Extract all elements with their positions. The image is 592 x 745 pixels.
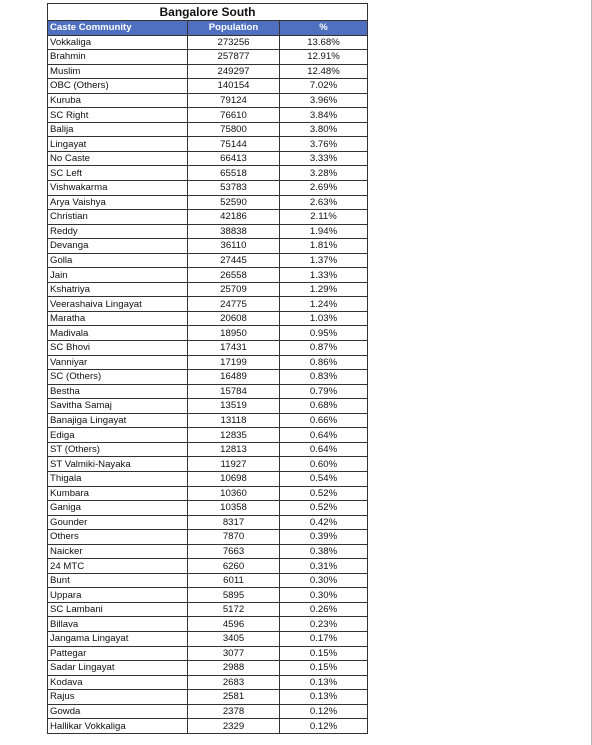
cell-population: 10360 (188, 486, 280, 501)
cell-caste-community: Balija (48, 122, 188, 137)
cell-percent: 0.15% (280, 646, 368, 661)
cell-caste-community: Naicker (48, 544, 188, 559)
cell-caste-community: Kuruba (48, 93, 188, 108)
cell-population: 249297 (188, 64, 280, 79)
cell-population: 2683 (188, 675, 280, 690)
cell-percent: 0.31% (280, 559, 368, 574)
cell-percent: 3.80% (280, 122, 368, 137)
table-row (48, 370, 368, 385)
cell-caste-community: Gounder (48, 515, 188, 530)
cell-caste-community: Savitha Samaj (48, 399, 188, 414)
table-row (48, 661, 368, 676)
cell-population: 140154 (188, 79, 280, 94)
cell-population: 7870 (188, 530, 280, 545)
cell-percent: 3.96% (280, 93, 368, 108)
table-title: Bangalore South (48, 4, 368, 21)
cell-caste-community: SC Left (48, 166, 188, 181)
table-row (48, 239, 368, 254)
cell-caste-community: Kodava (48, 675, 188, 690)
caste-population-table (47, 3, 368, 734)
cell-population: 2329 (188, 719, 280, 734)
table-row (48, 588, 368, 603)
cell-caste-community: Christian (48, 210, 188, 225)
cell-caste-community: Sadar Lingayat (48, 661, 188, 676)
cell-caste-community: Gowda (48, 704, 188, 719)
cell-population: 15784 (188, 384, 280, 399)
cell-caste-community: Bestha (48, 384, 188, 399)
cell-percent: 1.29% (280, 282, 368, 297)
cell-caste-community: Brahmin (48, 50, 188, 65)
cell-percent: 12.48% (280, 64, 368, 79)
table-title-row (48, 4, 368, 21)
cell-percent: 0.39% (280, 530, 368, 545)
table-row (48, 719, 368, 734)
cell-percent: 0.68% (280, 399, 368, 414)
cell-percent: 0.52% (280, 501, 368, 516)
cell-percent: 1.81% (280, 239, 368, 254)
cell-percent: 0.83% (280, 370, 368, 385)
header-population: Population (188, 21, 280, 36)
table-row (48, 297, 368, 312)
table-row (48, 501, 368, 516)
cell-caste-community: Kshatriya (48, 282, 188, 297)
cell-population: 42186 (188, 210, 280, 225)
cell-percent: 2.69% (280, 181, 368, 196)
table-row (48, 166, 368, 181)
table-row (48, 50, 368, 65)
cell-percent: 12.91% (280, 50, 368, 65)
cell-percent: 0.30% (280, 588, 368, 603)
cell-caste-community: SC (Others) (48, 370, 188, 385)
table-row (48, 442, 368, 457)
cell-percent: 0.79% (280, 384, 368, 399)
cell-caste-community: Ganiga (48, 501, 188, 516)
cell-percent: 0.15% (280, 661, 368, 676)
table-row (48, 384, 368, 399)
cell-percent: 3.28% (280, 166, 368, 181)
cell-percent: 0.87% (280, 341, 368, 356)
cell-population: 16489 (188, 370, 280, 385)
cell-caste-community: Uppara (48, 588, 188, 603)
cell-population: 6260 (188, 559, 280, 574)
cell-caste-community: Devanga (48, 239, 188, 254)
cell-caste-community: SC Right (48, 108, 188, 123)
table-row (48, 631, 368, 646)
cell-percent: 0.13% (280, 675, 368, 690)
cell-population: 5895 (188, 588, 280, 603)
cell-percent: 0.86% (280, 355, 368, 370)
cell-population: 2378 (188, 704, 280, 719)
cell-population: 3077 (188, 646, 280, 661)
table-row (48, 108, 368, 123)
cell-population: 25709 (188, 282, 280, 297)
cell-percent: 2.11% (280, 210, 368, 225)
cell-population: 273256 (188, 35, 280, 50)
table-row (48, 355, 368, 370)
table-row (48, 646, 368, 661)
cell-caste-community: Vishwakarma (48, 181, 188, 196)
cell-population: 10698 (188, 471, 280, 486)
table-row (48, 195, 368, 210)
cell-caste-community: Billava (48, 617, 188, 632)
cell-population: 10358 (188, 501, 280, 516)
cell-population: 5172 (188, 602, 280, 617)
cell-caste-community: ST Valmiki-Nayaka (48, 457, 188, 472)
cell-population: 257877 (188, 50, 280, 65)
cell-percent: 1.94% (280, 224, 368, 239)
cell-percent: 0.30% (280, 573, 368, 588)
table-row (48, 341, 368, 356)
table-row (48, 399, 368, 414)
cell-caste-community: Golla (48, 253, 188, 268)
cell-percent: 0.66% (280, 413, 368, 428)
cell-percent: 0.64% (280, 428, 368, 443)
cell-population: 8317 (188, 515, 280, 530)
table-row (48, 530, 368, 545)
cell-population: 18950 (188, 326, 280, 341)
cell-population: 7663 (188, 544, 280, 559)
table-row (48, 428, 368, 443)
cell-caste-community: Jain (48, 268, 188, 283)
cell-population: 13118 (188, 413, 280, 428)
cell-caste-community: Banajiga Lingayat (48, 413, 188, 428)
table-row (48, 515, 368, 530)
table-row (48, 64, 368, 79)
cell-caste-community: SC Lambani (48, 602, 188, 617)
cell-percent: 1.24% (280, 297, 368, 312)
cell-percent: 1.03% (280, 311, 368, 326)
cell-population: 52590 (188, 195, 280, 210)
cell-percent: 0.38% (280, 544, 368, 559)
cell-caste-community: OBC (Others) (48, 79, 188, 94)
table-row (48, 413, 368, 428)
cell-caste-community: Maratha (48, 311, 188, 326)
cell-population: 6011 (188, 573, 280, 588)
cell-population: 2988 (188, 661, 280, 676)
cell-population: 75800 (188, 122, 280, 137)
cell-population: 20608 (188, 311, 280, 326)
table-row (48, 690, 368, 705)
table-row (48, 79, 368, 94)
table-row (48, 602, 368, 617)
table-row (48, 544, 368, 559)
cell-percent: 1.33% (280, 268, 368, 283)
cell-caste-community: 24 MTC (48, 559, 188, 574)
cell-caste-community: No Caste (48, 151, 188, 166)
cell-caste-community: Thigala (48, 471, 188, 486)
table-row (48, 210, 368, 225)
table-row (48, 559, 368, 574)
cell-percent: 0.23% (280, 617, 368, 632)
cell-percent: 0.54% (280, 471, 368, 486)
cell-caste-community: Bunt (48, 573, 188, 588)
cell-population: 24775 (188, 297, 280, 312)
cell-caste-community: Muslim (48, 64, 188, 79)
cell-population: 38838 (188, 224, 280, 239)
table-row (48, 253, 368, 268)
cell-percent: 0.64% (280, 442, 368, 457)
cell-percent: 3.84% (280, 108, 368, 123)
header-percent: % (280, 21, 368, 36)
cell-percent: 1.37% (280, 253, 368, 268)
cell-percent: 3.76% (280, 137, 368, 152)
cell-population: 11927 (188, 457, 280, 472)
table-row (48, 151, 368, 166)
cell-population: 3405 (188, 631, 280, 646)
cell-caste-community: Jangama Lingayat (48, 631, 188, 646)
cell-population: 75144 (188, 137, 280, 152)
cell-percent: 0.17% (280, 631, 368, 646)
cell-caste-community: Kumbara (48, 486, 188, 501)
table-row (48, 471, 368, 486)
cell-population: 4596 (188, 617, 280, 632)
table-row (48, 181, 368, 196)
cell-percent: 0.60% (280, 457, 368, 472)
cell-population: 13519 (188, 399, 280, 414)
table-row (48, 457, 368, 472)
table-row (48, 573, 368, 588)
table-row (48, 326, 368, 341)
table-row (48, 268, 368, 283)
cell-percent: 2.63% (280, 195, 368, 210)
cell-percent: 0.52% (280, 486, 368, 501)
cell-caste-community: Rajus (48, 690, 188, 705)
cell-caste-community: SC Bhovi (48, 341, 188, 356)
table-row (48, 137, 368, 152)
cell-caste-community: Reddy (48, 224, 188, 239)
cell-population: 17199 (188, 355, 280, 370)
table-header-row (48, 21, 368, 36)
table-row (48, 282, 368, 297)
cell-caste-community: Others (48, 530, 188, 545)
cell-population: 76610 (188, 108, 280, 123)
cell-caste-community: Vokkaliga (48, 35, 188, 50)
cell-population: 12813 (188, 442, 280, 457)
cell-percent: 7.02% (280, 79, 368, 94)
table-row (48, 93, 368, 108)
cell-percent: 3.33% (280, 151, 368, 166)
cell-population: 53783 (188, 181, 280, 196)
table-row (48, 35, 368, 50)
cell-population: 27445 (188, 253, 280, 268)
cell-population: 65518 (188, 166, 280, 181)
cell-percent: 0.12% (280, 704, 368, 719)
cell-population: 2581 (188, 690, 280, 705)
cell-caste-community: Veerashaiva Lingayat (48, 297, 188, 312)
cell-population: 12835 (188, 428, 280, 443)
table-body (48, 35, 368, 733)
cell-population: 79124 (188, 93, 280, 108)
table-row (48, 704, 368, 719)
cell-percent: 0.13% (280, 690, 368, 705)
cell-population: 36110 (188, 239, 280, 254)
header-caste-community: Caste Community (48, 21, 188, 36)
cell-caste-community: Vanniyar (48, 355, 188, 370)
table-row (48, 617, 368, 632)
cell-caste-community: Arya Vaishya (48, 195, 188, 210)
cell-population: 26558 (188, 268, 280, 283)
cell-caste-community: Pattegar (48, 646, 188, 661)
table-row (48, 311, 368, 326)
cell-percent: 13.68% (280, 35, 368, 50)
cell-percent: 0.26% (280, 602, 368, 617)
cell-caste-community: Madivala (48, 326, 188, 341)
cell-percent: 0.12% (280, 719, 368, 734)
cell-caste-community: Lingayat (48, 137, 188, 152)
cell-population: 66413 (188, 151, 280, 166)
table-row (48, 224, 368, 239)
cell-caste-community: Ediga (48, 428, 188, 443)
table-row (48, 122, 368, 137)
table-row (48, 486, 368, 501)
cell-percent: 0.95% (280, 326, 368, 341)
table-row (48, 675, 368, 690)
cell-population: 17431 (188, 341, 280, 356)
cell-caste-community: ST (Others) (48, 442, 188, 457)
cell-percent: 0.42% (280, 515, 368, 530)
cell-caste-community: Hallikar Vokkaliga (48, 719, 188, 734)
